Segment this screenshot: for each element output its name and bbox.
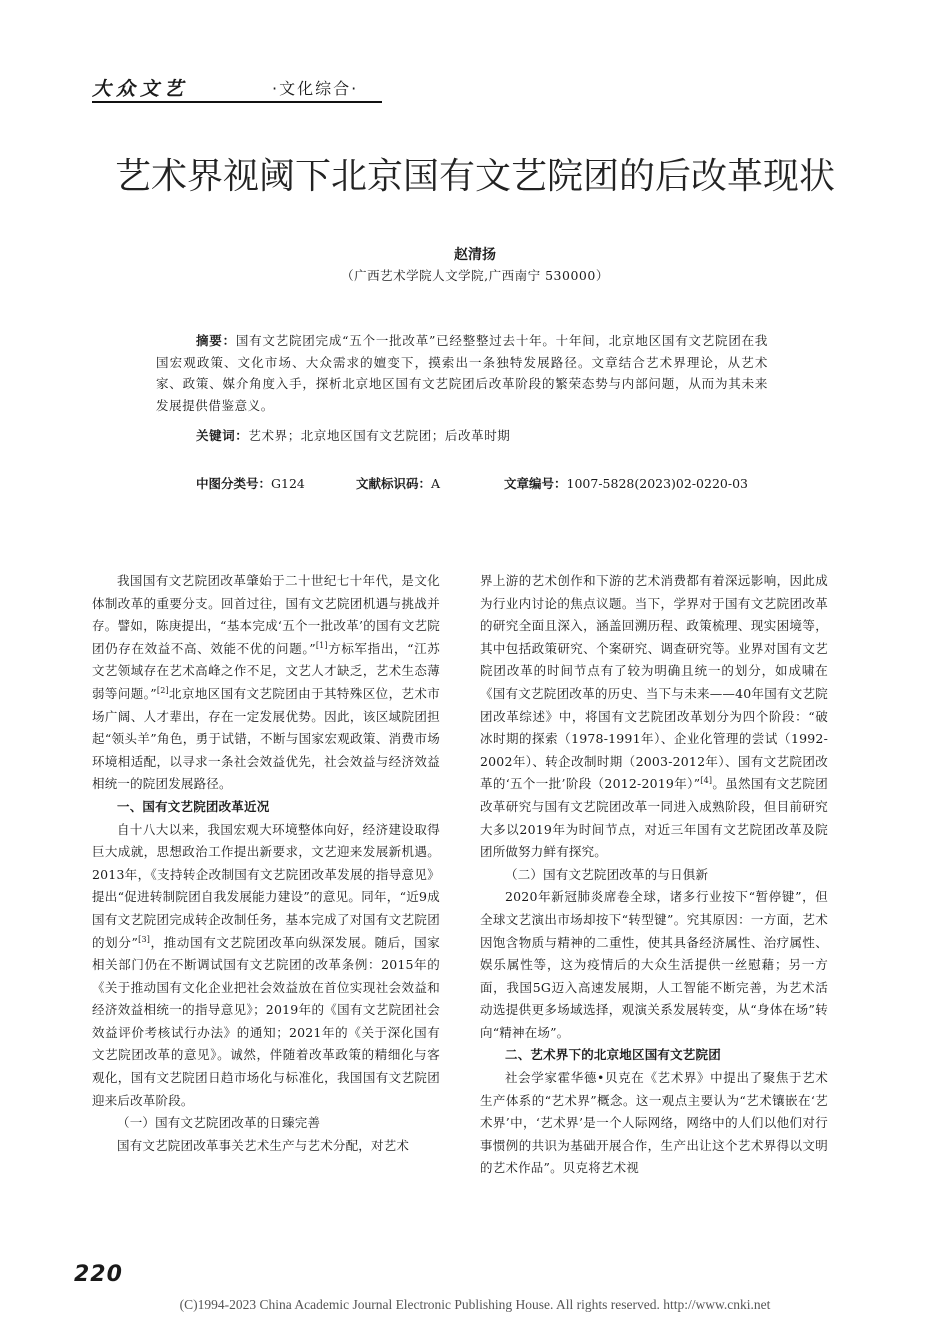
citation[interactable]: [4] — [700, 776, 713, 786]
column-name: ·文化综合· — [272, 79, 359, 98]
doc-label: 文献标识码： — [356, 476, 432, 491]
clc-label: 中图分类号： — [196, 476, 272, 491]
citation[interactable]: [2] — [156, 685, 169, 695]
keywords-label: 关键词： — [196, 428, 249, 443]
keywords — [196, 426, 510, 444]
document-code — [356, 474, 440, 492]
abstract-text: 国有文艺院团完成“五个一批改革”已经整整过去十年。十年间，北京地区国有文艺院团在我国宏观政策、文化市场、大众需求的嬗变下，摸索出一条独特发展路径。文章结合艺术界理论，从艺术家、政策、媒介角度入手，探析北京地区国有文艺院团后改革阶段的繁荣态势与内部问题，从而为其未来发展提供借鉴意义。 — [156, 333, 768, 413]
keywords-text: 艺术界；北京地区国有文艺院团；后改革时期 — [248, 428, 511, 443]
article-value: 1007-5828(2023)02-0220-03 — [566, 476, 748, 491]
journal-name: 大众文艺 — [92, 78, 189, 100]
clc-value: G124 — [271, 476, 305, 491]
author-name: 赵清扬 — [454, 247, 496, 263]
subsection-heading: （二）国有文艺院团改革的与日俱新 — [505, 866, 709, 882]
abstract — [156, 330, 768, 416]
header-rule — [92, 101, 382, 103]
body-column-left — [92, 570, 440, 1157]
paragraph: 2020年新冠肺炎席卷全球，诸多行业按下“暂停键”，但全球文艺演出市场却按下“转型键”。究其原因：一方面，艺术因饱含物质与精神的二重性，使其具备经济属性、治疗属性、娱乐属性等，这为疫情后的大众生活提供一丝慰藉；另一方面，我国5G迈入高速发展期，人工智能不断完善，为艺术活动选提供更多场域选择，观演关系发展转变，从“身体在场”转向“精神在场”。 — [480, 889, 828, 1040]
abstract-label: 摘要： — [196, 333, 236, 348]
paragraph: 界上游的艺术创作和下游的艺术消费都有着深远影响，因此成为行业内讨论的焦点议题。当下，学界对于国有文艺院团改革的研究全面且深入，涵盖回溯历程、政策梳理、现实困境等，其中包括政策研究、个案研究、调查研究等。业界对国有文艺院团改革的时间节点有了较为明确且统一的划分，如成啸在《国有文艺院团改革的历史、当下与未来——40年国有文艺院团改革综述》中，将国有文艺院团改革划分为四个阶段：“破冰时期的探索（1978-1991年）、企业化管理的尝试（1992-2002年）、转企改制时期（2003-2012年）、国有文艺院团改革的‘五个一批’阶段（2012-2019年）”[4]。虽然国有文艺院团改革研究与国有文艺院团改革一同进入成熟阶段，但目前研究大多以2019年为时间节点，对近三年国有文艺院团改革及院团所做努力鲜有探究。 — [480, 573, 828, 860]
paragraph: 自十八大以来，我国宏观大环境整体向好，经济建设取得巨大成就，思想政治工作提出新要求，文艺迎来发展新机遇。2013年，《支持转企改制国有文艺院团改革发展的指导意见》提出“促进转制院团自我发展能力建设”的意见。同年，“近9成国有文艺院团完成转企改制任务，基本完成了对国有文艺院团的划分”[3]，推动国有文艺院团改革向纵深发展。随后，国家相关部门仍在不断调试国有文艺院团的改革条例：2015年的《关于推动国有文化企业把社会效益放在首位实现社会效益和经济效益相统一的指导意见》；2019年的《国有文艺院团社会效益评价考核试行办法》的通知；2021年的《关于深化国有文艺院团改革的意见》。诚然，伴随着改革政策的精细化与客观化，国有文艺院团日趋市场化与标准化，我国国有文艺院团迎来后改革阶段。 — [92, 821, 440, 1108]
body-column-right — [480, 570, 828, 1180]
paragraph: 我国国有文艺院团改革肇始于二十世纪七十年代，是文化体制改革的重要分支。回首过往，国有文艺院团机遇与挑战并存。譬如，陈庚提出，“基本完成‘五个一批改革’的国有文艺院团仍存在效益不高、效能不优的问题。”[1]方标军指出，“江苏文艺领域存在艺术高峰之作不足，文艺人才缺乏，艺术生态薄弱等问题。”[2]北京地区国有文艺院团由于其特殊区位，艺术市场广阔、人才辈出，存在一定发展优势。因此，该区域院团担起“领头羊”角色，勇于试错，不断与国家宏观政策、消费市场环境相适配，以寻求一条社会效益优先，社会效益与经济效益相统一的院团发展路径。 — [92, 573, 440, 792]
doc-value: A — [431, 476, 441, 491]
article-title: 艺术界视阈下北京国有文艺院团的后改革现状 — [114, 156, 835, 197]
citation[interactable]: [3] — [138, 934, 151, 944]
copyright-footer: (C)1994-2023 China Academic Journal Electronic Publishing House. All rights reserved. http://www.cnki.net — [179, 1297, 771, 1312]
citation[interactable]: [1] — [315, 640, 328, 650]
page-number: 220 — [74, 1262, 123, 1287]
clc-code — [196, 474, 305, 492]
article-number — [504, 474, 748, 492]
subsection-heading: （一）国有文艺院团改革的日臻完善 — [117, 1115, 321, 1131]
paragraph: 社会学家霍华德•贝克在《艺术界》中提出了聚焦于艺术生产体系的“艺术界”概念。这一观点主要认为“艺术镶嵌在‘艺术界’中，‘艺术界’是一个人际网络，网络中的人们以他们对行事惯例的共识为基础开展合作，生产出让这个艺术界得以文明的艺术作品”。贝克将艺术视 — [480, 1070, 828, 1176]
paragraph: 国有文艺院团改革事关艺术生产与艺术分配，对艺术 — [117, 1137, 410, 1153]
running-header — [92, 72, 392, 104]
section-heading: 二、艺术界下的北京地区国有文艺院团 — [505, 1047, 721, 1063]
author-affiliation: （广西艺术学院人文学院,广西南宁 530000） — [341, 268, 609, 283]
section-heading: 一、国有文艺院团改革近况 — [117, 798, 270, 814]
article-label: 文章编号： — [504, 476, 567, 491]
